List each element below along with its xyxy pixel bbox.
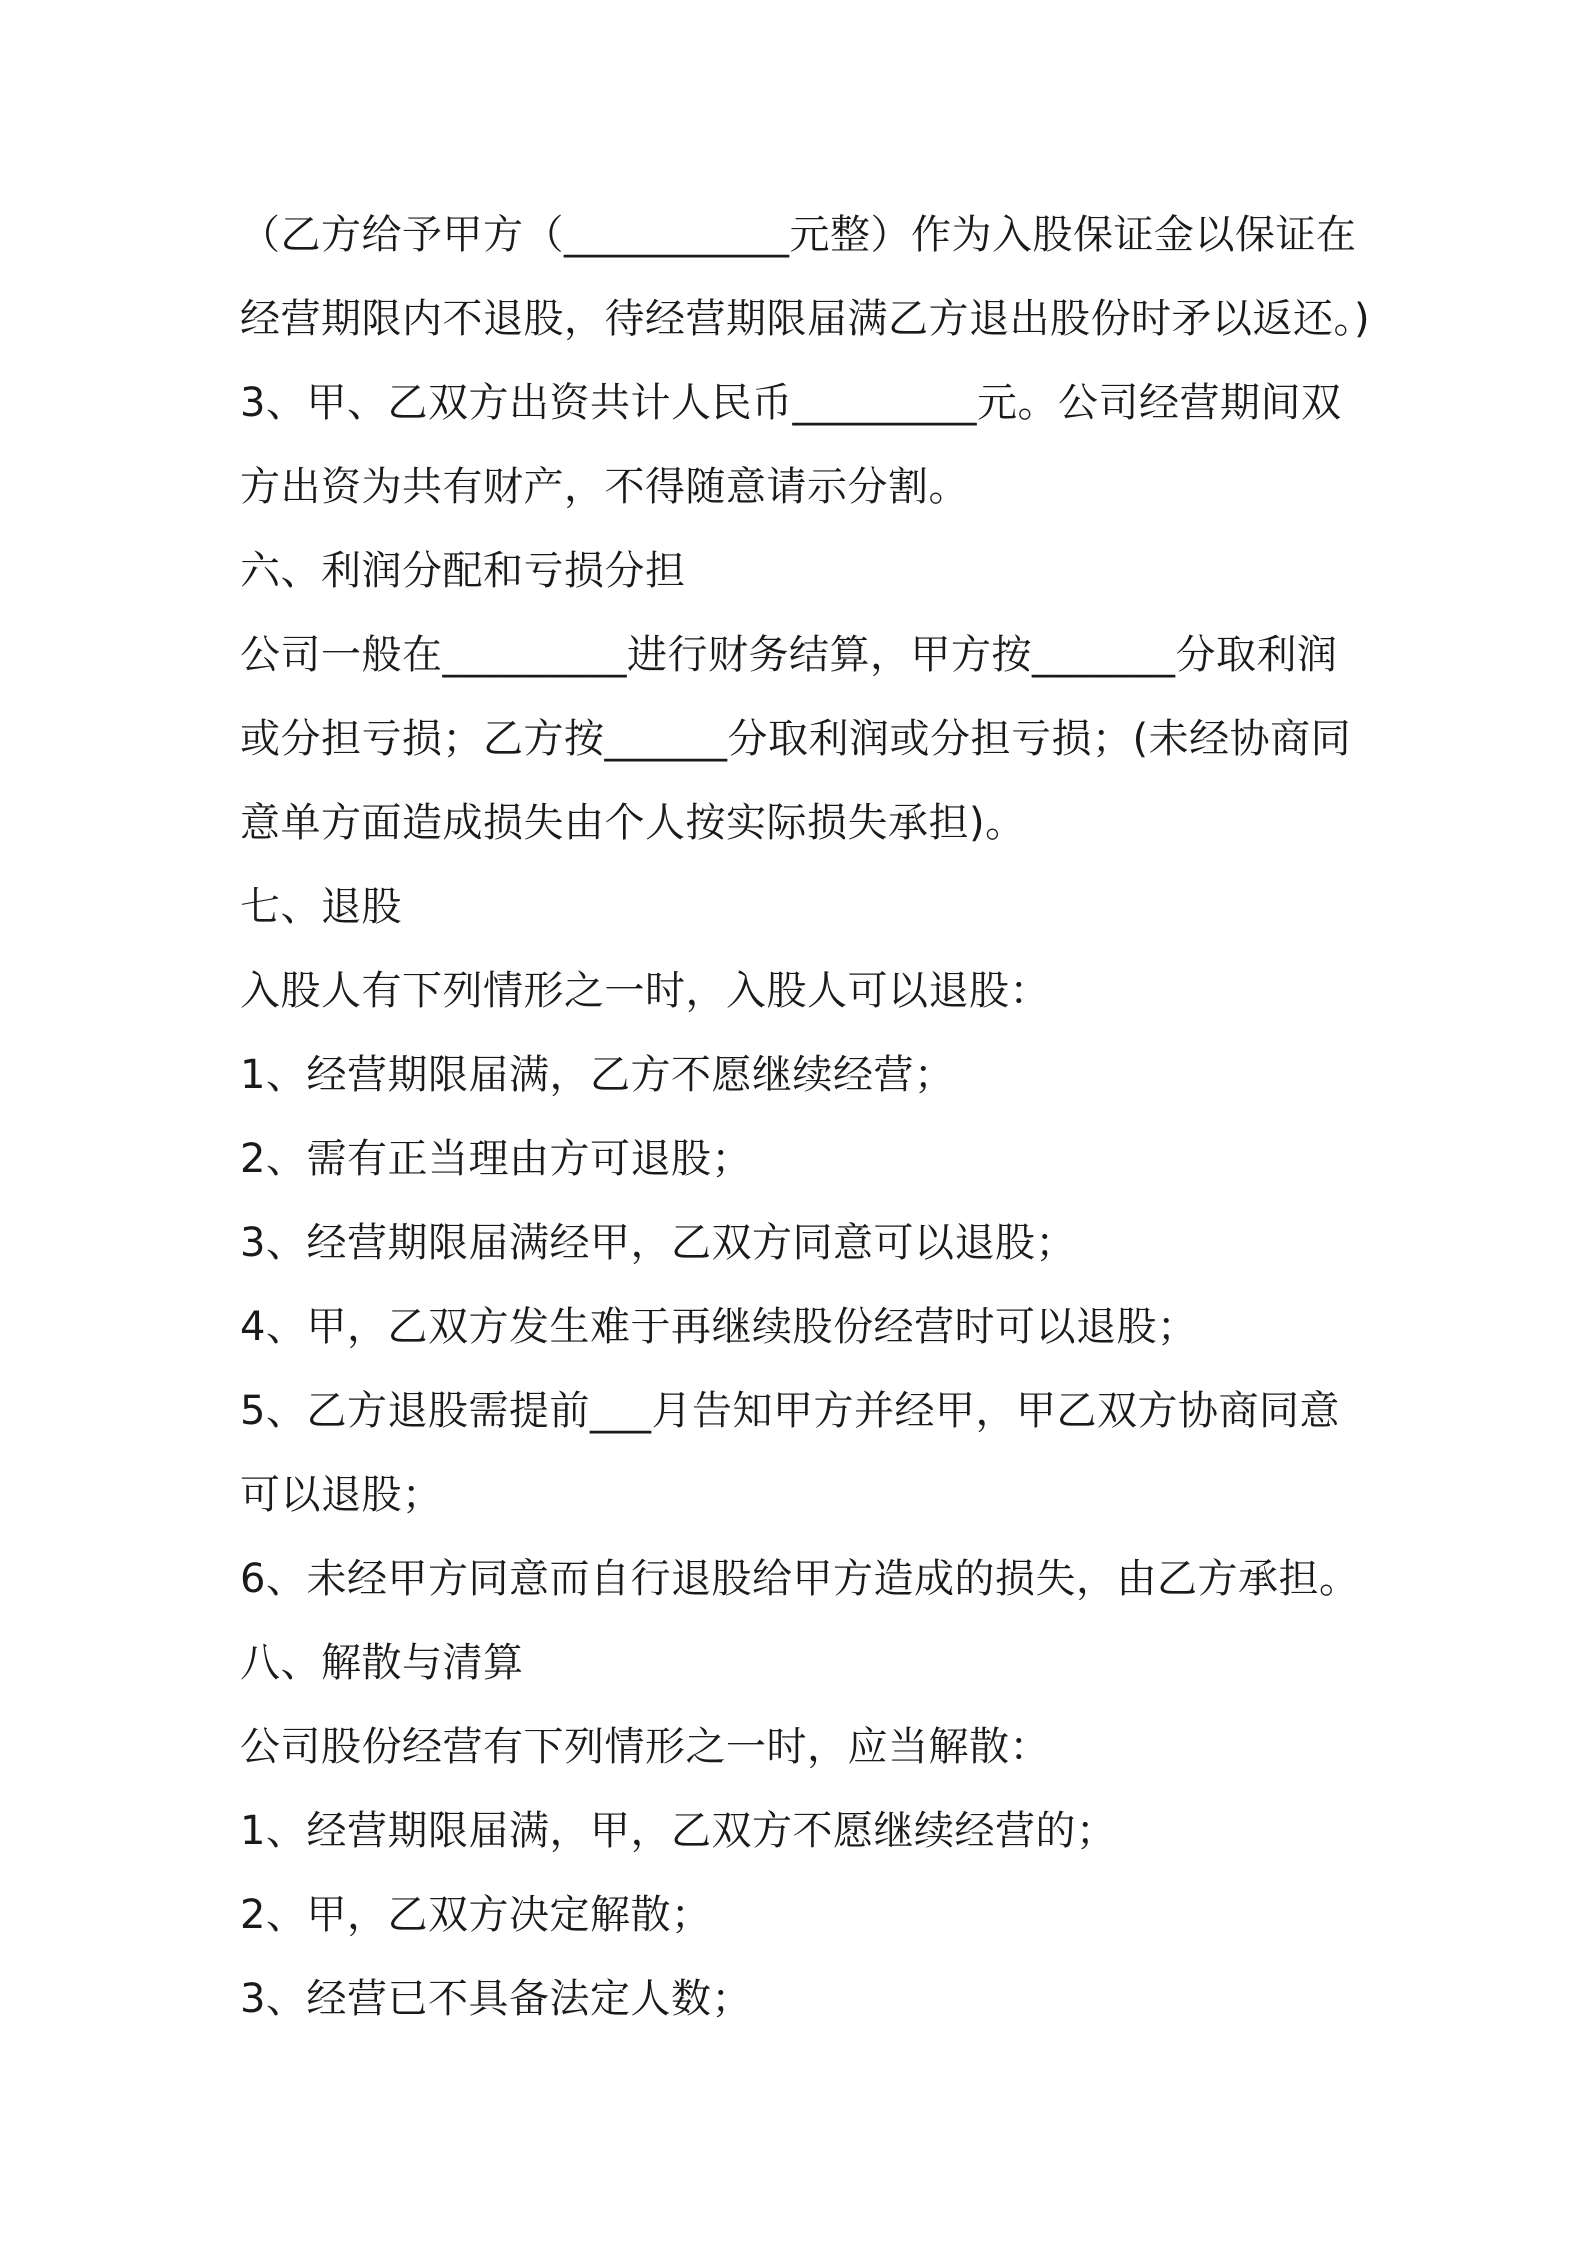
- text-line: 方出资为共有财产，不得随意请示分割。: [240, 464, 969, 510]
- text-line: 入股人有下列情形之一时，入股人可以退股：: [240, 968, 1050, 1014]
- text-line: 3、甲、乙双方出资共计人民币_________元。公司经营期间双: [240, 380, 1342, 426]
- text-line: 公司股份经营有下列情形之一时，应当解散：: [240, 1724, 1050, 1770]
- section-heading-profit: 六、利润分配和亏损分担: [240, 548, 686, 594]
- list-item: 1、经营期限届满，乙方不愿继续经营；: [240, 1052, 955, 1098]
- text-line: 或分担亏损；乙方按______分取利润或分担亏损；(未经协商同: [240, 716, 1352, 762]
- list-item: 6、未经甲方同意而自行退股给甲方造成的损失，由乙方承担。: [240, 1556, 1360, 1602]
- section-heading-dissolution: 八、解散与清算: [240, 1640, 524, 1686]
- list-item: 1、经营期限届满，甲，乙双方不愿继续经营的；: [240, 1808, 1117, 1854]
- text-line: （乙方给予甲方（___________元整）作为入股保证金以保证在: [240, 212, 1357, 258]
- list-item-continuation: 可以退股；: [240, 1472, 443, 1518]
- list-item: 3、经营已不具备法定人数；: [240, 1976, 752, 2022]
- list-item: 5、乙方退股需提前___月告知甲方并经甲，甲乙双方协商同意: [240, 1388, 1340, 1434]
- list-item: 2、需有正当理由方可退股；: [240, 1136, 752, 1182]
- document-body: [240, 193, 1370, 2041]
- text-line: 经营期限内不退股，待经营期限届满乙方退出股份时矛以返还。): [240, 296, 1370, 342]
- list-item: 4、甲，乙双方发生难于再继续股份经营时可以退股；: [240, 1304, 1198, 1350]
- text-line: 公司一般在_________进行财务结算，甲方按_______分取利润: [240, 632, 1338, 678]
- list-item: 2、甲，乙双方决定解散；: [240, 1892, 712, 1938]
- text-line: 意单方面造成损失由个人按实际损失承担)。: [240, 800, 1026, 846]
- section-heading-withdrawal: 七、退股: [240, 884, 402, 930]
- list-item: 3、经营期限届满经甲，乙双方同意可以退股；: [240, 1220, 1076, 1266]
